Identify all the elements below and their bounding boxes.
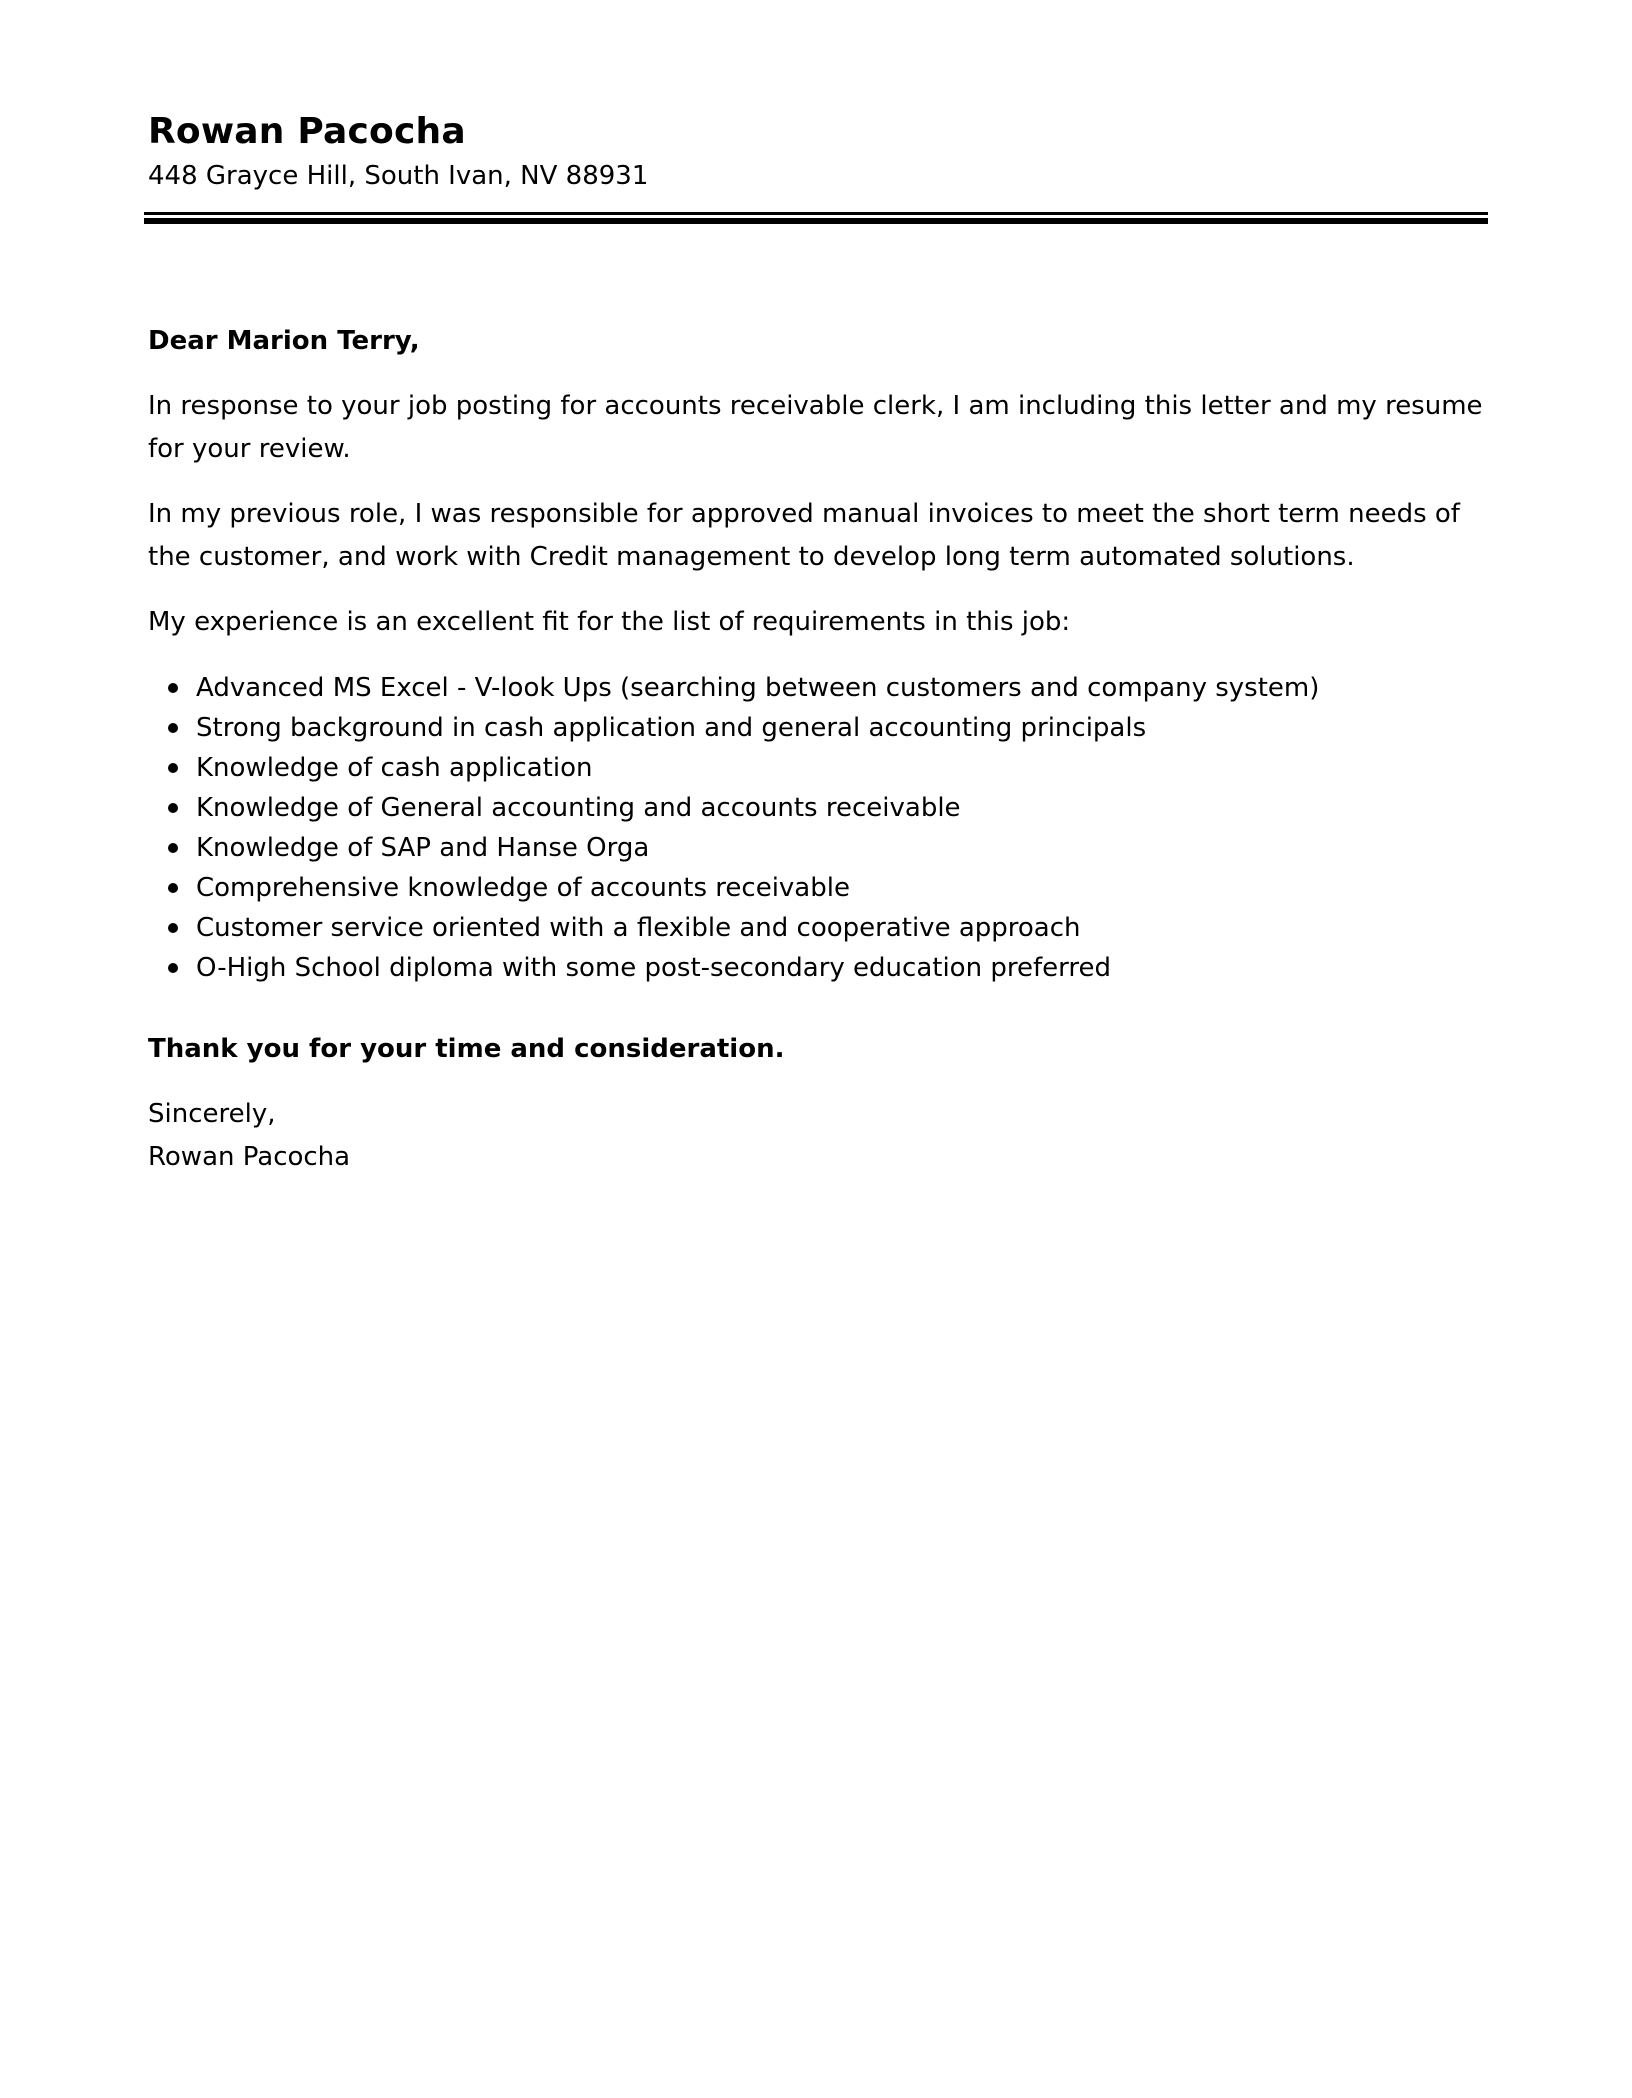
signature: Rowan Pacocha — [148, 1142, 351, 1172]
sender-name: Rowan Pacocha — [148, 111, 466, 152]
list-item — [148, 908, 1484, 948]
bullet-icon — [168, 923, 178, 933]
list-item — [148, 948, 1484, 988]
bullet-icon — [168, 963, 178, 973]
list-item — [148, 868, 1484, 908]
letter-body — [148, 320, 1484, 1179]
list-item-text: Advanced MS Excel - V-look Ups (searching between customers and company system) — [196, 673, 1320, 703]
paragraph-requirements-lead: My experience is an excellent fit for the list of requirements in this job: — [148, 607, 1071, 637]
list-item — [148, 748, 1484, 788]
divider-thin-line — [144, 212, 1488, 215]
bullet-icon — [168, 883, 178, 893]
bullet-icon — [168, 683, 178, 693]
letter-header — [148, 108, 1484, 194]
bullet-icon — [168, 803, 178, 813]
divider-thick-line — [144, 218, 1488, 224]
list-item — [148, 788, 1484, 828]
list-item — [148, 708, 1484, 748]
list-item-text: Knowledge of General accounting and accounts receivable — [196, 793, 961, 823]
list-item-text: Customer service oriented with a flexible and cooperative approach — [196, 913, 1081, 943]
closing: Sincerely, — [148, 1099, 276, 1129]
list-item-text: O-High School diploma with some post-secondary education preferred — [196, 953, 1111, 983]
requirements-list — [148, 668, 1484, 988]
bullet-icon — [168, 723, 178, 733]
list-item-text: Knowledge of SAP and Hanse Orga — [196, 833, 650, 863]
bullet-icon — [168, 763, 178, 773]
list-item-text: Comprehensive knowledge of accounts receivable — [196, 873, 850, 903]
bullet-icon — [168, 843, 178, 853]
salutation: Dear Marion Terry, — [148, 326, 420, 356]
paragraph-intro: In response to your job posting for accounts receivable clerk, I am including this letter and my resume for your review. — [148, 391, 1483, 464]
list-item-text: Knowledge of cash application — [196, 753, 593, 783]
list-item — [148, 828, 1484, 868]
thank-you-line: Thank you for your time and consideration. — [148, 1034, 785, 1064]
paragraph-previous-role: In my previous role, I was responsible for approved manual invoices to meet the short term needs of the customer, and work with Credit management to develop long term automated solutions. — [148, 499, 1460, 572]
sender-address: 448 Grayce Hill, South Ivan, NV 88931 — [148, 161, 649, 191]
header-divider — [144, 212, 1488, 224]
list-item — [148, 668, 1484, 708]
list-item-text: Strong background in cash application and general accounting principals — [196, 713, 1147, 743]
